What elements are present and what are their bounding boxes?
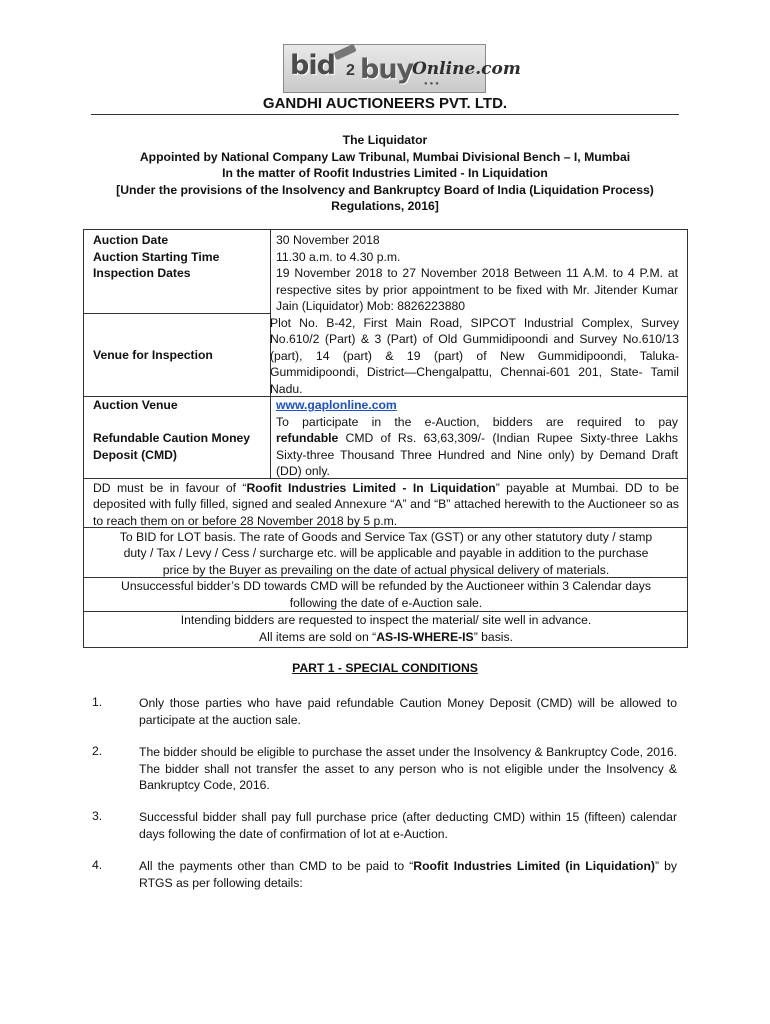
venue-inspection-label: Venue for Inspection (93, 348, 213, 362)
logo-text-two: 2 (346, 62, 355, 79)
bid2buyonline-logo (283, 44, 521, 93)
sold-text-a: All items are sold on “ (259, 629, 377, 644)
dd-text-b: ” payable at Mumbai. DD to be deposited with fully filled, signed and sealed Annexure “A” and “B” attached herewith to the Auctioneer so as to reach them on or before 28 November 2018 by 5 p.m. (93, 480, 679, 528)
auction-date-label: Auction Date (93, 233, 169, 247)
as-is-note (93, 629, 679, 646)
gst-line3: price by the Buyer as prevailing on the date of actual physical delivery of materials. (162, 562, 610, 577)
part1-title: PART 1 - SPECIAL CONDITIONS (292, 661, 478, 675)
cmd-value-line1: To participate in the e-Auction, bidders are required to pay (276, 414, 678, 429)
as-is-bold: AS-IS-WHERE-IS (376, 629, 474, 644)
dd-payee-bold: Roofit Industries Limited - In Liquidation (246, 480, 496, 495)
auction-date-value: 30 November 2018 (276, 233, 380, 247)
venue-inspection-value: Plot No. B-42, First Main Road, SIPCOT Industrial Complex, Survey No.610/2 (Part) & 3 (Part) of Old Gummidipoondi and Survey No.610/13 (part), 14 (part) & 19 (part) of New Gummidipoondi, Taluka- Gummidipoondi, District—Chengalpattu, Chennai-601 201, State- Tamil Nadu. (270, 315, 679, 396)
auction-venue-label: Auction Venue (93, 398, 178, 412)
item-3-number: 3. (92, 809, 103, 823)
cmd-refundable-bold: refundable (276, 431, 339, 445)
logo-text-buy: buy (360, 54, 414, 85)
appointment-line: Appointed by National Company Law Tribunal, Mumbai Divisional Bench – I, Mumbai (139, 149, 631, 164)
gst-line2: duty / Tax / Levy / Cess / surcharge etc. will be applicable and payable in addition to the purchase (123, 546, 649, 560)
item-4-text-a: All the payments other than CMD to be paid to “ (139, 859, 414, 873)
logo-text-bid: bid (290, 50, 335, 81)
dd-text-a: DD must be in favour of “ (93, 480, 247, 495)
sold-text-b: ” basis. (473, 629, 513, 644)
cmd-value-rest (276, 430, 678, 480)
item-1-number: 1. (92, 695, 103, 709)
liquidator-title: The Liquidator (342, 133, 428, 147)
auction-venue-link[interactable]: www.gaplonline.com (276, 398, 397, 412)
gst-line1: To BID for LOT basis. The rate of Goods and Service Tax (GST) or any other statutory duty / stamp (119, 529, 653, 544)
inspection-dates-value: 19 November 2018 to 27 November 2018 Between 11 A.M. to 4 P.M. at respective sites by prior appointment to be fixed with Mr. Jitender Kumar Jain (Liquidator) Mob: 8826223880 (276, 266, 678, 313)
regulations-line: Regulations, 2016] (331, 199, 439, 213)
provisions-line: [Under the provisions of the Insolvency and Bankruptcy Board of India (Liquidation Process) (116, 182, 654, 197)
inspect-note: Intending bidders are requested to inspect the material/ site well in advance. (180, 613, 592, 627)
matter-line: In the matter of Roofit Industries Limited - In Liquidation (222, 166, 548, 180)
item-4-payee-bold: Roofit Industries Limited (in Liquidation) (413, 859, 655, 873)
cmd-value-text: CMD of Rs. 63,63,309/- (Indian Rupee Sixty-three Lakhs Sixty-three Thousand Three Hundred and Nine only) by Demand Draft (DD) only. (276, 431, 678, 478)
header-divider (91, 114, 679, 115)
item-1-text: Only those parties who have paid refundable Caution Money Deposit (CMD) will be allowed to participate at the auction sale. (139, 696, 677, 727)
item-4-number: 4. (92, 858, 103, 872)
item-4-text (139, 858, 677, 891)
refund-line1: Unsuccessful bidder’s DD towards CMD will be refunded by the Auctioneer within 3 Calendar days (121, 579, 651, 593)
auction-details-table (83, 229, 688, 648)
starting-time-value: 11.30 a.m. to 4.30 p.m. (276, 249, 401, 264)
logo-dots: ●●● (424, 81, 441, 87)
logo-text-online: Online.com (412, 59, 521, 79)
company-name: GANDHI AUCTIONEERS PVT. LTD. (262, 95, 508, 112)
dd-instructions (93, 480, 679, 530)
gavel-icon (333, 44, 356, 61)
refund-line2: following the date of e-Auction sale. (289, 595, 483, 610)
starting-time-label: Auction Starting Time (93, 249, 220, 264)
item-4-text-b: ” by RTGS as per following details: (139, 859, 677, 890)
item-2-number: 2. (92, 744, 103, 758)
cmd-label-line1: Refundable Caution Money (93, 431, 251, 445)
inspection-dates-label: Inspection Dates (93, 266, 191, 280)
item-2-text: The bidder should be eligible to purchase the asset under the Insolvency & Bankruptcy Code, 2016. The bidder shall not transfer the asset to any person who is not eligible under the Insolvency & Bankruptcy Code, 2016. (139, 745, 677, 792)
row-divider-left (84, 313, 270, 314)
cmd-label-line2: Deposit (CMD) (93, 447, 177, 462)
item-3-text: Successful bidder shall pay full purchase price (after deducting CMD) within 15 (fifteen) calendar days following the date of confirmation of lot at e-Auction. (139, 810, 677, 841)
